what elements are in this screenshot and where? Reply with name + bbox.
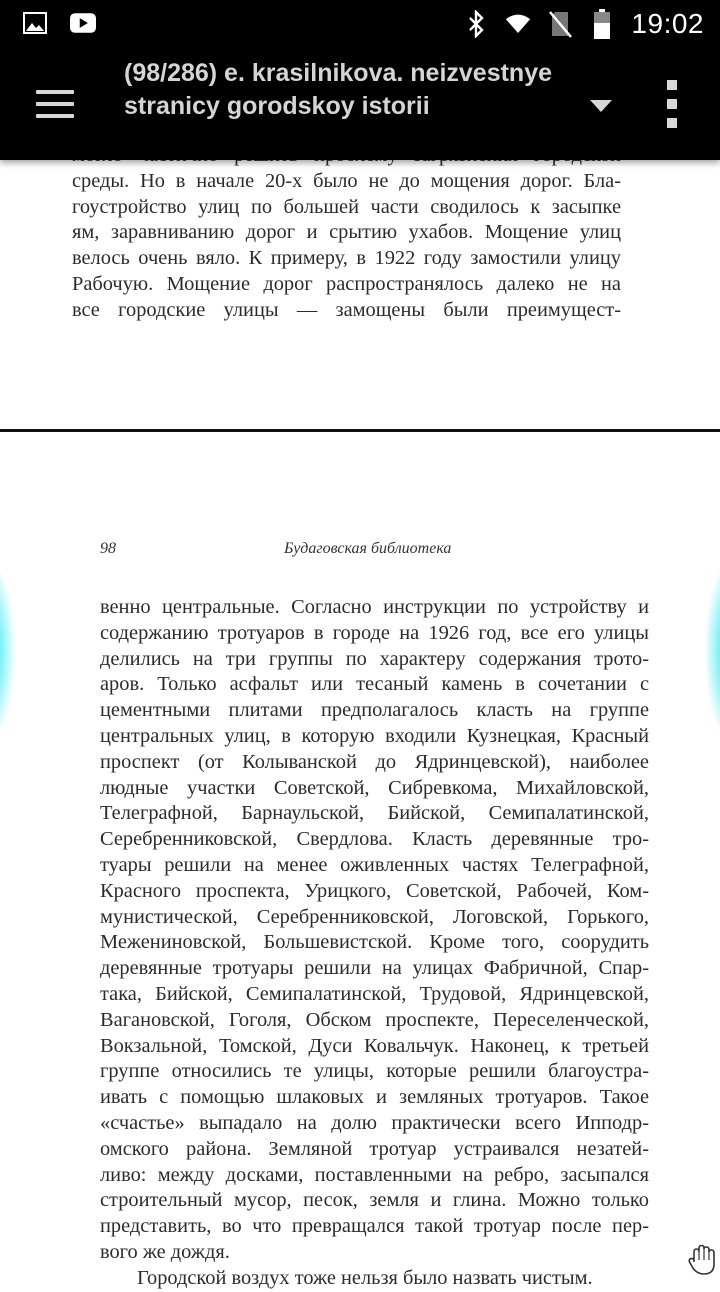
- text-line: среды. Но в начале 20-х было не до мощения дорог. Бла-: [72, 169, 621, 192]
- text-line: «счастье» выпадало на долю практически всего Ипподр-: [100, 1111, 649, 1134]
- text-line: Рабочую. Мощение дорог распространялось далеко не на: [72, 272, 621, 295]
- page-turn-glow-right: [704, 556, 720, 746]
- youtube-icon: [70, 10, 96, 36]
- no-sim-icon: [547, 11, 573, 37]
- text-line: проспект (от Колыванской до Ядринцевской), наиболее: [100, 750, 649, 773]
- text-line: Вокзальной, Томской, Дуси Ковальчук. Наконец, к третьей: [100, 1034, 649, 1057]
- text-line: ивать с помощью шлаковых и земляных тротуаров. Такое: [100, 1086, 649, 1109]
- page-98-text: [100, 595, 649, 1292]
- hamburger-icon[interactable]: [36, 88, 76, 120]
- text-line: группе относились те улицы, которые решили благоустра-: [100, 1060, 649, 1083]
- text-line: центральных улиц, в которую входили Кузнецкая, Красный: [100, 724, 649, 747]
- text-line: делились на три группы по характеру содержания трото-: [100, 647, 649, 670]
- text-line: така, Бийской, Семипалатинской, Трудовой, Ядринцевской,: [100, 982, 649, 1005]
- page-97-fragment: [0, 140, 720, 429]
- text-line: Межениновской, Большевистской. Кроме того, соорудить: [100, 931, 649, 954]
- page-98[interactable]: [0, 432, 720, 1289]
- status-bar: [0, 0, 720, 48]
- page-number: 98: [100, 540, 116, 557]
- battery-icon: [589, 11, 615, 37]
- text-line: венно центральные. Согласно инструкции по устройству и: [100, 596, 649, 618]
- text-line: вого же дождя.: [100, 1240, 230, 1263]
- text-line: Вагановской, Гоголя, Обском проспекте, Переселенческой,: [100, 1008, 649, 1031]
- text-line: велось очень вяло. К примеру, в 1922 году замостили улицу: [72, 247, 621, 270]
- text-line: Серебренниковской, Свердлова. Класть деревянные тро-: [100, 828, 649, 851]
- text-line: все городские улицы — замощены были преимущест-: [72, 298, 621, 321]
- wifi-icon: [505, 11, 531, 37]
- page-97-text: [72, 143, 621, 324]
- text-line: Телеграфной, Барнаульской, Бийской, Семипалатинской,: [100, 802, 649, 825]
- text-line: Городской воздух тоже нельзя было назвать чистым.: [137, 1266, 593, 1289]
- text-line: туары решили на менее оживленных частях Телеграфной,: [100, 853, 649, 876]
- clock: 19:02: [631, 8, 704, 39]
- hand-touch-icon[interactable]: [688, 1244, 718, 1276]
- text-line: деревянные тротуары решили на улицах Фабричной, Спар-: [100, 957, 649, 980]
- text-line: ливо: между досками, поставленными на ребро, засыпался: [100, 1163, 649, 1186]
- text-line: омского района. Земляной тротуар устраивался незатей-: [100, 1137, 649, 1160]
- document-title: (98/286) e. krasilnikova. neizvestnye stranicy gorodskoy istorii: [124, 59, 553, 120]
- running-title: Будаговская библиотека: [284, 540, 452, 557]
- page-turn-glow-left: [0, 556, 16, 746]
- app-bar: [0, 48, 720, 160]
- text-line: людные участки Советской, Сибревкома, Михайловской,: [100, 776, 649, 799]
- text-line: гоустройство улиц по большей части сводилось к засыпке: [72, 195, 621, 218]
- text-line: представить, во что превращался такой тротуар после пер-: [100, 1215, 649, 1238]
- text-line: Красного проспекта, Урицкого, Советской, Рабочей, Ком-: [100, 879, 649, 902]
- text-line: ям, заравниванию дорог и срытию ухабов. Мощение улиц: [72, 221, 621, 244]
- text-line: мунистической, Серебренниковской, Логовской, Горького,: [100, 905, 649, 928]
- text-line: строительный мусор, песок, земля и глина. Можно только: [100, 1189, 649, 1212]
- dropdown-triangle-icon[interactable]: [586, 96, 616, 116]
- more-vertical-icon[interactable]: [660, 78, 684, 130]
- text-line: аров. Только асфальт или тесаный камень в сочетании с: [100, 673, 649, 696]
- text-line: цементными плитами предполагалось класть на группе: [100, 699, 649, 722]
- bluetooth-icon: [463, 11, 489, 37]
- gallery-icon: [22, 10, 48, 36]
- text-line: содержанию тротуаров в городе на 1926 год, все его улицы: [100, 621, 649, 644]
